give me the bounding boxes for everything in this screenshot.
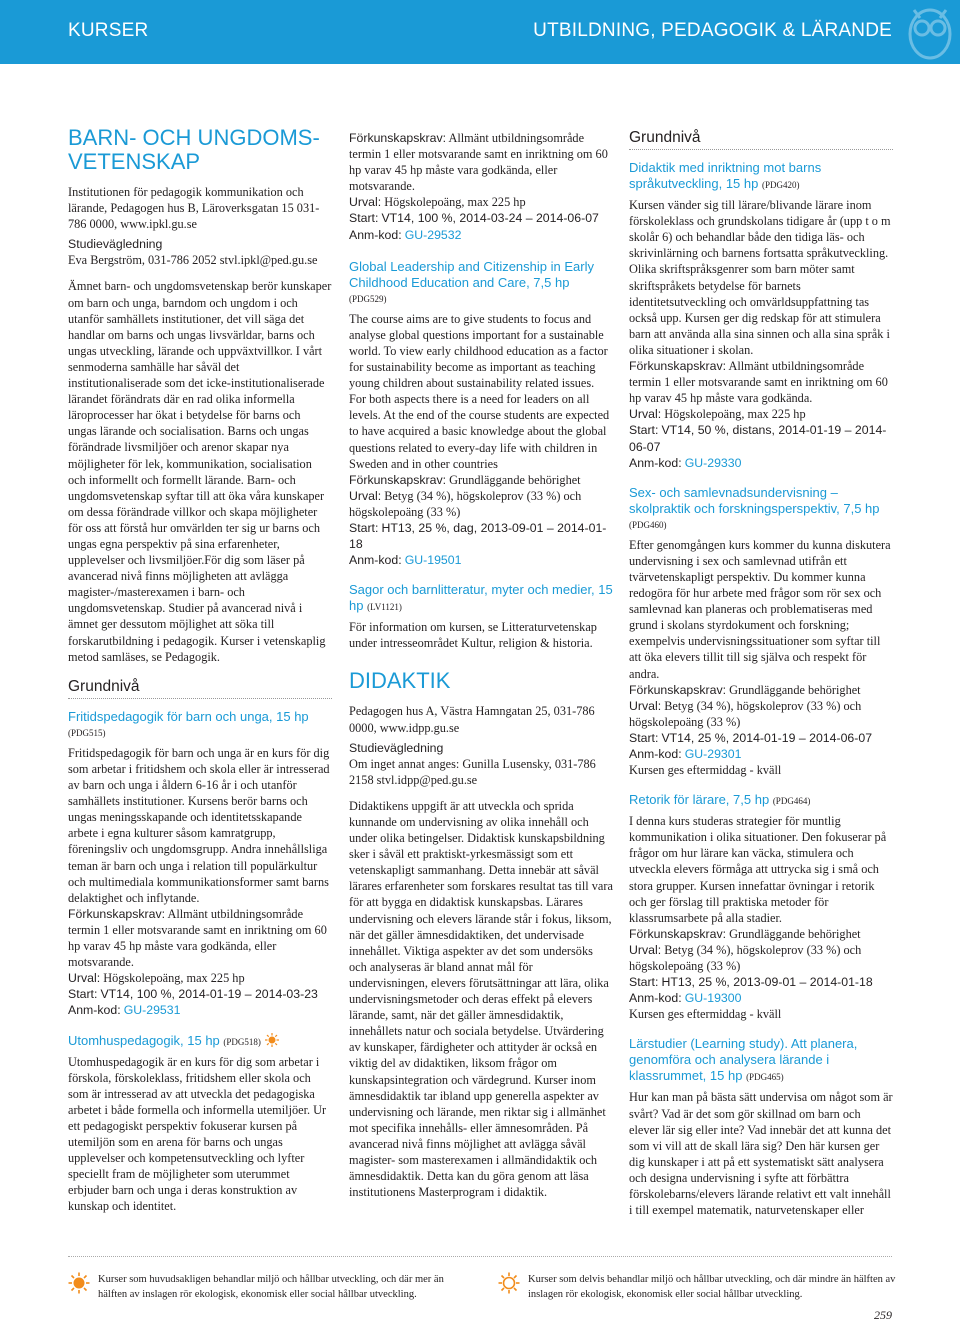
course-title-retorik xyxy=(629,792,893,809)
course-description: I denna kurs studeras strategier för muntlig kommunikation i olika situationer. Den fokuserar på frågor om hur lärare kan väcka, stimulera och utveckla elevers förmåga att uttrycka sig i små och stora grupper. Kursen innefattar övningar i retorik och ger förslag till praktiska metoder för klassrumsarbete på alla stadier. xyxy=(629,814,887,925)
prereq xyxy=(349,130,613,194)
start-text: VT14, 50 %, distans, 2014-01-19 – 2014-06-07 xyxy=(629,423,887,454)
prereq-text: Allmänt utbildningsområde termin 1 eller motsvarande samt en inriktning om 60 hp varav 45 hp måste vara godkända, eller motsvarande. xyxy=(349,131,608,194)
sustainability-sun-icon xyxy=(265,1033,279,1047)
footnote-main-sustainability xyxy=(68,1272,468,1302)
course-description: The course aims are to give students to focus and analyse global questions important for a sustainable world. To view early childhood education as a factor for sustainability become as important as teaching young children about sustainability related issues. For both aspects there is a need for leaders on all levels. At the end of the course students are expected to have acquired a basic knowledge about the global questions related to every-day life with children in Sweden and in other countries xyxy=(349,311,610,471)
selection-text: Högskolepoäng, max 225 hp xyxy=(103,971,245,986)
guidance-label: Studievägledning xyxy=(349,740,444,755)
course-note: Kursen ges eftermiddag - kväll xyxy=(629,1007,782,1022)
course-name: Fritidspedagogik för barn och unga, 15 hp xyxy=(68,708,309,724)
owl-icon xyxy=(904,2,956,60)
application-code-value: GU-29301 xyxy=(684,747,742,761)
application-code-value: GU-19300 xyxy=(684,991,742,1006)
course-code: (LV1121) xyxy=(367,602,402,613)
start-text: HT13, 25 %, dag, 2013-09-01 – 2014-01-18 xyxy=(349,520,607,552)
guidance-contact: Eva Bergström, 031-786 2052 stvl.ipkl@ped.gu.se xyxy=(68,253,318,268)
application-code-label: Anm-kod: xyxy=(349,227,402,242)
application-code xyxy=(629,746,893,762)
start-label: Start: xyxy=(629,975,659,990)
selection xyxy=(349,488,613,520)
course-title-larstudier xyxy=(629,1036,893,1085)
course-title-utomhuspedagogik xyxy=(68,1033,332,1050)
title-line-1: BARN- OCH UNGDOMS- xyxy=(68,125,320,150)
application-code-label: Anm-kod: xyxy=(629,747,682,761)
column-2 xyxy=(349,130,613,1200)
application-code-label: Anm-kod: xyxy=(629,991,682,1006)
application-code-label: Anm-kod: xyxy=(349,553,402,568)
footer-divider xyxy=(68,1256,892,1257)
prereq-text: Grundläggande behörighet xyxy=(729,682,861,697)
prereq-label: Förkunskapskrav: xyxy=(349,472,447,487)
course-description: För information om kursen, se Litteraturvetenskap under intresseområdet Kultur, religion & historia. xyxy=(349,620,597,651)
page-header xyxy=(0,0,960,64)
subject-title-didaktik: DIDAKTIK xyxy=(349,668,451,694)
subject-title-barn xyxy=(68,126,332,174)
start-label: Start: xyxy=(349,211,379,226)
start xyxy=(629,422,893,454)
selection-text: Betyg (34 %), högskoleprov (33 %) och högskolepoäng (33 %) xyxy=(629,698,862,729)
prereq-text: Allmänt utbildningsområde termin 1 eller motsvarande samt en inriktning om 60 hp varav 45 hp måste vara godkända. xyxy=(629,359,888,406)
prereq-label: Förkunskapskrav: xyxy=(629,682,727,697)
start xyxy=(629,730,893,746)
course-title-global-leadership: Global Leadership and Citizenship in Early Childhood Education and Care, 7,5 hp xyxy=(349,258,594,290)
course-note: Kursen ges eftermiddag - kväll xyxy=(629,763,782,778)
course-name: Retorik för lärare, 7,5 hp xyxy=(629,792,770,808)
selection-label: Urval: xyxy=(349,488,382,503)
title-line-2: VETENSKAP xyxy=(68,149,201,174)
course-description: Efter genomgången kurs kommer du kunna diskutera undervisning i sex och samlevnad utifrån ett tvärvetenskapligt perspektiv. Du kommer kunna redogöra för hur arbete med frågor som rör sex och samlevnad kan planeras och problematiseras med grund i skolans styrdokument och forskning; exempelvis undervisningssituationer som syftar till att öka elevers tillit till sig själva och respekt för andra. xyxy=(629,537,891,681)
start-text: VT14, 100 %, 2014-01-19 – 2014-03-23 xyxy=(100,987,318,1002)
application-code-value: GU-29531 xyxy=(123,1003,181,1018)
selection-label: Urval: xyxy=(629,698,662,713)
course-code: (PDG460) xyxy=(629,519,667,530)
course-name: Lärstudier (Learning study). Att planera, genomföra och analysera lärande i klassrummet, 15 hp xyxy=(629,1036,858,1084)
application-code xyxy=(629,990,893,1006)
application-code xyxy=(68,1002,332,1018)
prereq-label: Förkunskapskrav: xyxy=(68,906,166,921)
selection-text: Högskolepoäng, max 225 hp xyxy=(664,407,806,422)
start-text: VT14, 100 %, 2014-03-24 – 2014-06-07 xyxy=(381,211,599,226)
sustainability-sun-icon xyxy=(68,1272,90,1294)
course-code: (PDG515) xyxy=(68,727,106,738)
guidance-contact: Om inget annat anges: Gunilla Lusensky, 031-786 2158 stvl.idpp@ped.gu.se xyxy=(349,756,596,787)
start-label: Start: xyxy=(629,423,659,438)
selection-text: Betyg (34 %), högskoleprov (33 %) och högskolepoäng (33 %) xyxy=(629,942,862,974)
application-code-label: Anm-kod: xyxy=(68,1003,121,1018)
selection-label: Urval: xyxy=(629,407,662,422)
start-label: Start: xyxy=(349,520,379,535)
application-code-value: GU-29330 xyxy=(684,455,742,470)
start xyxy=(68,986,332,1002)
course-title-sex-samlevnad: Sex- och samlevnadsundervisning – skolpraktik och forskningsperspektiv, 7,5 hp xyxy=(629,484,880,516)
selection xyxy=(68,970,332,986)
course-name: Sagor och barnlitteratur, myter och medier, 15 hp xyxy=(349,582,613,614)
selection-text: Betyg (34 %), högskoleprov (33 %) och högskolepoäng (33 %) xyxy=(349,488,582,519)
column-1 xyxy=(68,126,332,1214)
prereq xyxy=(349,472,613,488)
footnote-partial-sustainability xyxy=(498,1272,898,1302)
start-label: Start: xyxy=(68,987,98,1002)
subject-intro: Didaktikens uppgift är att utveckla och sprida kunnande om undervisning av olika innehåll och under olika betingelser. Didaktisk kunskapsbildning sker i såväl ett praktiskt-yrkesmässigt som ett vetenskapligt sammanhang. Detta innebär att såväl lärares erfarenheter som forskares resultat tas till vara för att bygga en didaktisk kunskapsbas. Lärares undervisning och elevers lärande står i fokus, liksom, när det gäller ämnesdidaktiken, det undervisade innehållet. Viktiga aspekter av det som undersöks och analyseras är bland annat mål för undervisningen, elevers förutsättningar att lära, olika undervisningsmetoder och deras effekt på elevers lärande, samt, när det gäller ämnesdidaktik, innehållets natur och sociala betydelse. Utvärdering av kunskaper, färdigheter och attityder är också en viktig del av didaktiken, liksom frågor om kunskapsintegration och värdegrund. Kurser inom ämnesdidaktik tar ibland upp generella aspekter av undervisning och lärande, men riktar sig i allmänhet mot specifika innehålls- eller ämnesområden. På avancerad nivå finns möjlighet att avlägga såväl magister- som masterexamen i allmändidaktik och ämnesdidaktik. Detta kan du göra genom att läsa institutionens Masterprogram i didaktik. xyxy=(349,798,613,1200)
prereq xyxy=(68,906,332,970)
selection-label: Urval: xyxy=(68,971,101,986)
application-code-value: GU-29532 xyxy=(404,227,462,242)
course-title-didaktik-sprakutveckling xyxy=(629,160,893,193)
institution-address: Pedagogen hus A, Västra Hamngatan 25, 031-786 0000, www.idpp.gu.se xyxy=(349,704,595,735)
application-code xyxy=(629,455,893,471)
guidance-label: Studievägledning xyxy=(68,237,163,252)
start xyxy=(629,974,893,990)
institution-address: Institutionen för pedagogik kommunikation och lärande, Pedagogen hus B, Läroverksgatan 15 031-786 0000, www.ipkl.gu.se xyxy=(68,185,320,232)
course-title-fritidspedagogik xyxy=(68,709,332,725)
selection xyxy=(629,698,893,730)
selection xyxy=(629,942,893,974)
course-description: Hur kan man på bästa sätt undervisa om något som är svårt? Vad är det som gör skillnad om barn och elever lär sig eller inte? Vad innebär det att kunna det som vi vill att de skall lära sig? Den här kursen ger dig kunskaper i att på ett systematiskt sätt analysera och designa undervisning i syfte att förbättra förskolebarns/elevers lärande relativt ett valt innehåll i till exempel matematik, naturvetenskaper eller xyxy=(629,1090,893,1218)
course-description: Utomhuspedagogik är en kurs för dig som arbetar i förskola, förskoleklass, fritidshem eller skola och som är intresserad av att utveckla det pedagogiska arbetet i både formella och informella utemiljöer. Ur ett pedagogiskt perspektiv fokuserar kursen på utemiljön som en arena för barns och ungas upplevelser och kompetensutveckling och lyfter speciellt fram de möjligheter som uterummet erbjuder barn och unga i deras konstruktion av kunskap och identitet. xyxy=(68,1054,327,1214)
course-code: (PDG464) xyxy=(772,796,811,807)
course-name: Didaktik med inriktning mot barns språkutveckling, 15 hp xyxy=(629,160,822,192)
subject-intro: Ämnet barn- och ungdomsvetenskap berör kunskaper om barn och unga, barndom och ungdom i och utanför samhällets institutioner, det vill säga det handlar om barns och ungas livsvärldar, barns och ungas utveckling, lärande och uppväxtvillkor. I vårt senmoderna samhälle har såväl det institutionaliserade som det icke-institutionaliserade lärandet förändrats där en rad olika informella läroprocesser har ökat i betydelse för barns och ungas lärande och socialisation. Barns och ungas förändrade livsmiljöer och arenor skapar nya möjligheter för lek, kommunikation, socialisation och informellt och formellt lärande. Barn- och ungdomsvetenskap syftar till att öka våra kunskaper om dessa förändrade villkor och skapa möjligheter för oss att förstå hur omvärlden ter sig ur barns och ungas egna perspektiv på sina erfarenheter, upplevelser och livsmiljöer.För dig som läser på avancerad nivå finns möjligheten att avlägga magister-/masterexamen i barn- och ungdomsvetenskap. Studier på avancerad nivå i ämnet ger dessutom möjlighet att söka till forskarutbildning i pedagogik. Kurser i vetenskaplig metod samläses, se Pedagogik. xyxy=(68,279,332,664)
selection-label: Urval: xyxy=(349,195,382,210)
prereq xyxy=(629,926,893,942)
prereq-label: Förkunskapskrav: xyxy=(629,926,727,941)
section-grundniva: Grundnivå xyxy=(629,130,893,150)
prereq-text: Grundläggande behörighet xyxy=(449,472,581,487)
course-code: (PDG465) xyxy=(746,1072,784,1083)
prereq-text: Grundläggande behörighet xyxy=(729,926,861,941)
selection xyxy=(629,406,893,422)
start-label: Start: xyxy=(629,730,659,745)
course-code: (PDG420) xyxy=(761,180,800,191)
prereq-label: Förkunskapskrav: xyxy=(349,131,447,145)
course-code: (PDG518) xyxy=(223,1036,261,1047)
application-code-label: Anm-kod: xyxy=(629,455,682,470)
footnote-text: Kurser som huvudsakligen behandlar miljö och hållbar utveckling, och där mer än hälften av inslagen rör ekologisk, ekonomisk eller social hållbar utveckling. xyxy=(98,1274,444,1300)
header-section: UTBILDNING, PEDAGOGIK & LÄRANDE xyxy=(533,20,892,41)
header-category: KURSER xyxy=(68,20,149,41)
selection xyxy=(349,194,613,210)
selection-text: Högskolepoäng, max 225 hp xyxy=(384,195,526,210)
prereq-text: Allmänt utbildningsområde termin 1 eller motsvarande samt en inriktning om 60 hp varav 45 hp måste vara godkända, eller motsvarande. xyxy=(68,906,327,970)
selection-label: Urval: xyxy=(629,942,662,957)
prereq xyxy=(629,682,893,698)
course-description: Kursen vänder sig till lärare/blivande lärare inom förskoleklass och grundskolans tidigare år (upp t o m skolår 6) och behandlar både den tidiga läs- och skrivinlärning och barnens fortsatta språkutveckling. Olika skriftspråksgenrer som barn möter samt skriftspråkets betydelse för barnets identitetsutveckling och omvärldsuppfattning tas också upp. Kursen ger dig redskap för att stimulera barn att använda alla sina sinnen och alla sina språk i olika situationer i skolan. xyxy=(629,198,891,357)
application-code xyxy=(349,552,613,568)
application-code xyxy=(349,227,613,243)
prereq xyxy=(629,358,893,406)
course-name: Utomhuspedagogik, 15 hp xyxy=(68,1032,220,1048)
start-text: HT13, 25 %, 2013-09-01 – 2014-01-18 xyxy=(661,975,873,990)
course-code: (PDG529) xyxy=(349,293,387,304)
page-number: 259 xyxy=(874,1308,892,1322)
application-code-value: GU-19501 xyxy=(404,553,462,568)
section-grundniva: Grundnivå xyxy=(68,679,332,699)
course-title-sagor xyxy=(349,582,613,615)
start-text: VT14, 25 %, 2014-01-19 – 2014-06-07 xyxy=(661,730,873,745)
start xyxy=(349,210,613,226)
column-3 xyxy=(629,130,893,1218)
start xyxy=(349,520,613,552)
partial-sustainability-sun-icon xyxy=(498,1272,520,1294)
footnote-text: Kurser som delvis behandlar miljö och hållbar utveckling, och där mindre än hälften av inslagen rör ekologisk, ekonomisk eller social hållbar utveckling. xyxy=(528,1274,896,1300)
course-description: Fritidspedagogik för barn och unga är en kurs för dig som arbetar i fritidshem och skola eller är intresserad av barn och unga i åldern 6-16 år i och utanför samhällets institutioner. Kursens berör barns och ungas meningsskapande och identitetsskapande arbete i egna kulturer såsom kamratgrupp, föreningsliv och ungdomsgrupp. Andra innehållsliga teman är barn och unga i relation till populärkultur och multimediala kommunikationsformer samt barns delaktighet och inflytande. xyxy=(68,745,330,905)
prereq-label: Förkunskapskrav: xyxy=(629,359,727,374)
